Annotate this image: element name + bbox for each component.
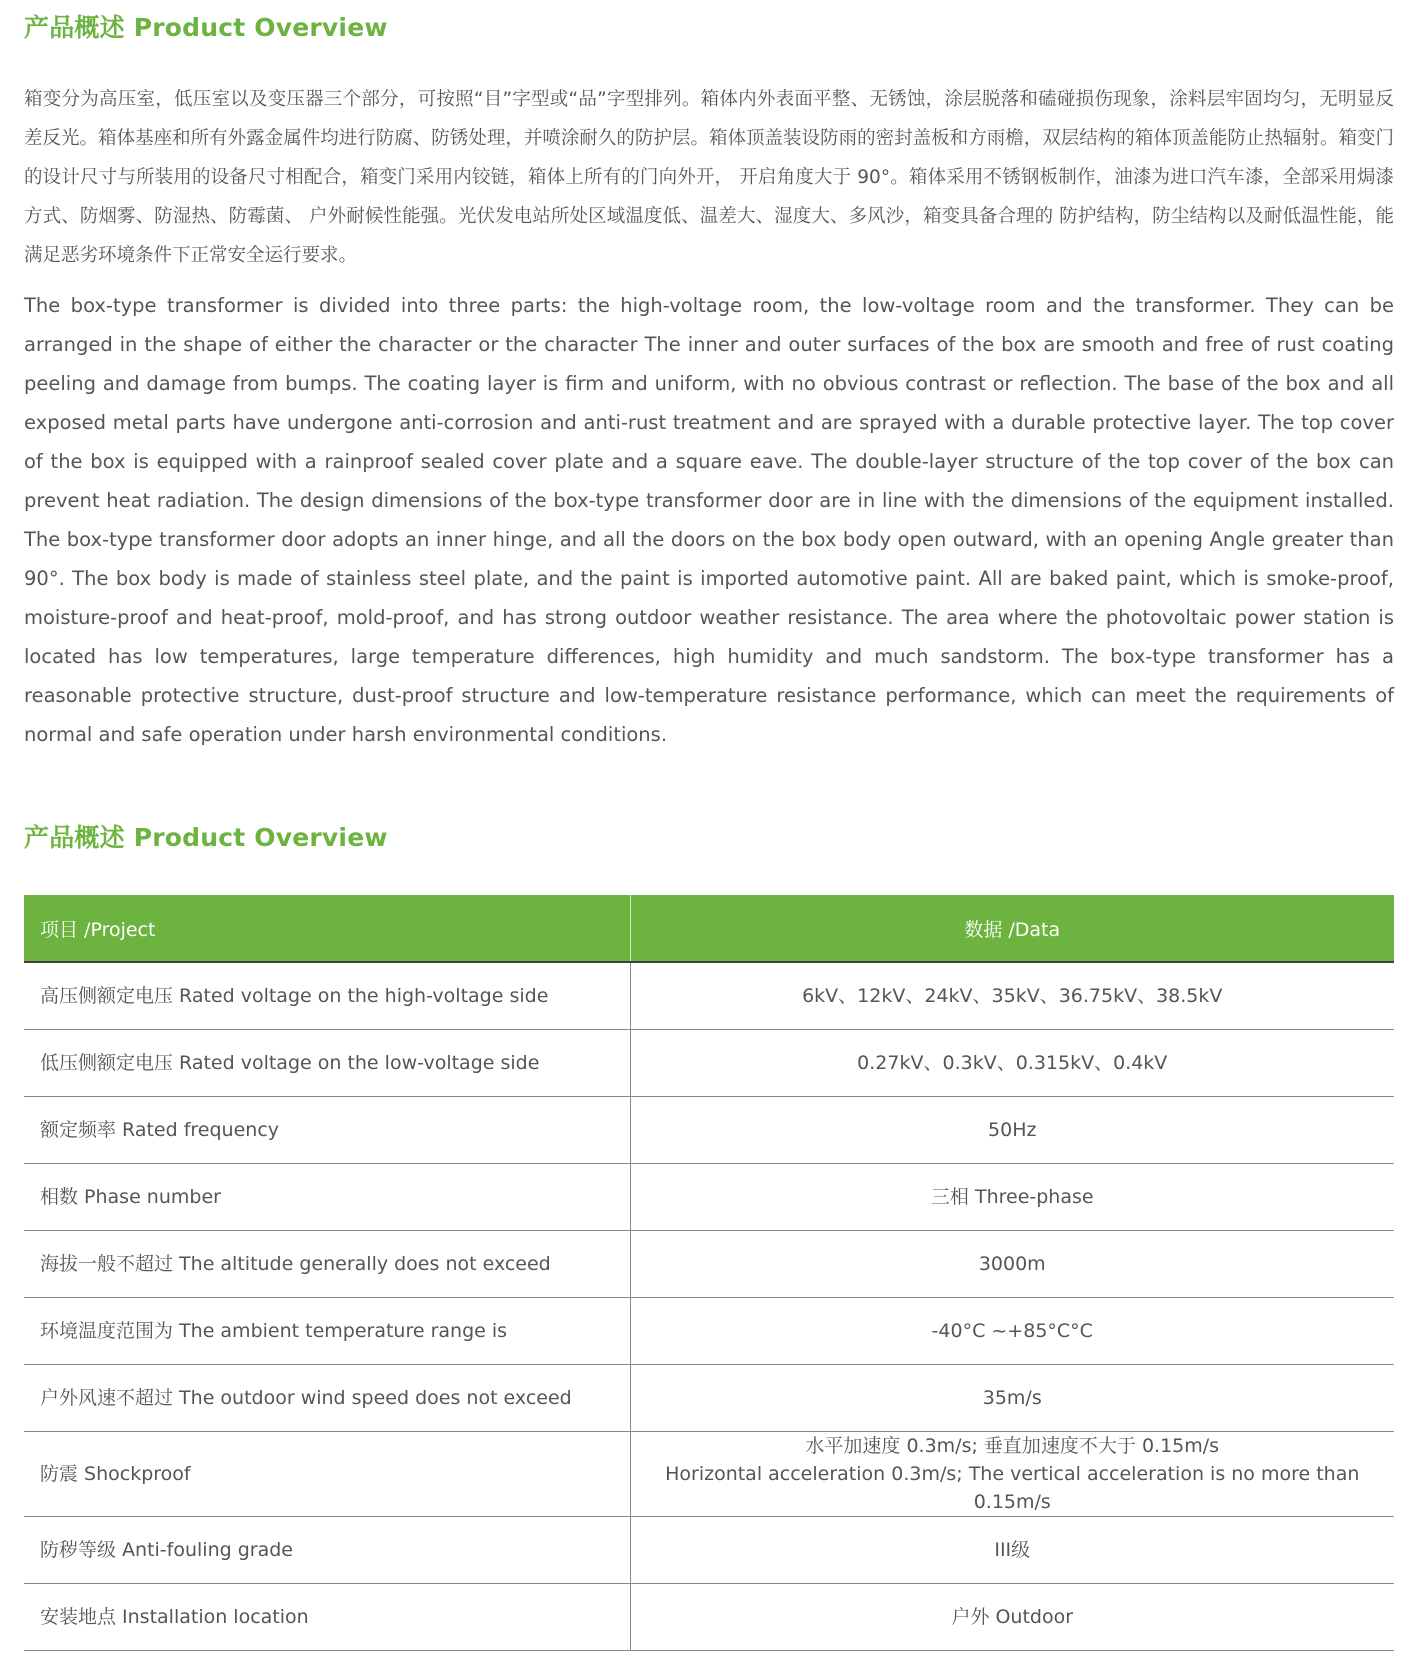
table-row — [24, 1517, 1394, 1584]
spec-project-cell: 低压侧额定电压 Rated voltage on the low-voltage side — [24, 1030, 630, 1097]
table-row — [24, 1584, 1394, 1651]
spec-data-cell — [630, 1164, 1394, 1231]
spec-data-line: 0.27kV、0.3kV、0.315kV、0.4kV — [857, 1052, 1168, 1074]
spec-data-line: 35m/s — [982, 1387, 1042, 1409]
spec-project-cell: 防震 Shockproof — [24, 1432, 630, 1517]
spec-project-cell: 安装地点 Installation location — [24, 1584, 630, 1651]
spec-data-line: Horizontal acceleration 0.3m/s; The vertical acceleration is no more than 0.15m/s — [665, 1463, 1360, 1513]
spec-data-line: 户外 Outdoor — [951, 1606, 1074, 1628]
spec-data-line: 水平加速度 0.3m/s; 垂直加速度不大于 0.15m/s — [805, 1435, 1220, 1457]
spec-data-cell — [630, 1231, 1394, 1298]
table-row — [24, 1432, 1394, 1517]
spec-data-line: 三相 Three-phase — [930, 1186, 1094, 1208]
spec-project-cell: 高压侧额定电压 Rated voltage on the high-voltage side — [24, 962, 630, 1030]
table-row — [24, 1298, 1394, 1365]
table-row — [24, 962, 1394, 1030]
specification-table — [24, 895, 1394, 1651]
spec-project-cell: 海拔一般不超过 The altitude generally does not exceed — [24, 1231, 630, 1298]
spec-data-cell — [630, 1584, 1394, 1651]
spec-data-cell — [630, 1298, 1394, 1365]
spec-data-line: III级 — [994, 1539, 1031, 1561]
spec-project-cell: 相数 Phase number — [24, 1164, 630, 1231]
spec-data-cell — [630, 1517, 1394, 1584]
column-header-project: 项目 /Project — [24, 895, 630, 962]
table-row — [24, 1365, 1394, 1432]
spec-data-cell — [630, 1365, 1394, 1432]
spec-data-line: 6kV、12kV、24kV、35kV、36.75kV、38.5kV — [802, 985, 1223, 1007]
spec-project-cell: 环境温度范围为 The ambient temperature range is — [24, 1298, 630, 1365]
table-header-row — [24, 895, 1394, 962]
table-row — [24, 1030, 1394, 1097]
spec-data-line: 3000m — [978, 1253, 1046, 1275]
section-title-overview: 产品概述 Product Overview — [24, 13, 388, 42]
spec-data-cell — [630, 1097, 1394, 1164]
section-title-specifications: 产品概述 Product Overview — [24, 823, 388, 852]
spec-data-cell — [630, 1432, 1394, 1517]
spec-project-cell: 户外风速不超过 The outdoor wind speed does not exceed — [24, 1365, 630, 1432]
table-row — [24, 1164, 1394, 1231]
spec-project-cell: 额定频率 Rated frequency — [24, 1097, 630, 1164]
spec-data-cell — [630, 962, 1394, 1030]
overview-paragraph-chinese: 箱变分为高压室，低压室以及变压器三个部分，可按照“目”字型或“品”字型排列。箱体内外表面平整、无锈蚀，涂层脱落和磕碰损伤现象，涂料层牢固均匀，无明显反差反光。箱体基座和所有外露金属件均进行防腐、防锈处理，并喷涂耐久的防护层。箱体顶盖装设防雨的密封盖板和方雨檐，双层结构的箱体顶盖能防止热辐射。箱变门的设计尺寸与所装用的设备尺寸相配合，箱变门采用内铰链，箱体上所有的门向外开， 开启角度大于 90°。箱体采用不锈钢板制作，油漆为进口汽车漆，全部采用焗漆方式、防烟雾、防湿热、防霉菌、 户外耐候性能强。光伏发电站所处区域温度低、温差大、湿度大、多风沙，箱变具备合理的 防护结构，防尘结构以及耐低温性能，能满足恶劣环境条件下正常安全运行要求。 — [24, 89, 1394, 266]
overview-paragraph-english: The box-type transformer is divided into three parts: the high-voltage room, the low-voltage room and the transformer. They can be arranged in the shape of either the character or the character The inner and outer surfaces of the box are smooth and free of rust coating peeling and damage from bumps. The coating layer is firm and uniform, with no obvious contrast or reflection. The base of the box and all exposed metal parts have undergone anti-corrosion and anti-rust treatment and are sprayed with a durable protective layer. The top cover of the box is equipped with a rainproof sealed cover plate and a square eave. The double-layer structure of the top cover of the box can prevent heat radiation. The design dimensions of the box-type transformer door are in line with the dimensions of the equipment installed. The box-type transformer door adopts an inner hinge, and all the doors on the box body open outward, with an opening Angle greater than 90°. The box body is made of stainless steel plate, and the paint is imported automotive paint. All are baked paint, which is smoke-proof, moisture-proof and heat-proof, mold-proof, and has strong outdoor weather resistance. The area where the photovoltaic power station is located has low temperatures, large temperature differences, high humidity and much sandstorm. The box-type transformer has a reasonable protective structure, dust-proof structure and low-temperature resistance performance, which can meet the requirements of normal and safe operation under harsh environmental conditions. — [24, 294, 1394, 746]
spec-data-line: -40°C ~+85°C°C — [931, 1320, 1093, 1342]
spec-data-line: 50Hz — [988, 1119, 1037, 1141]
column-header-data: 数据 /Data — [630, 895, 1394, 962]
spec-data-cell — [630, 1030, 1394, 1097]
table-row — [24, 1097, 1394, 1164]
table-row — [24, 1231, 1394, 1298]
table-body — [24, 962, 1394, 1651]
spec-project-cell: 防秽等级 Anti-fouling grade — [24, 1517, 630, 1584]
